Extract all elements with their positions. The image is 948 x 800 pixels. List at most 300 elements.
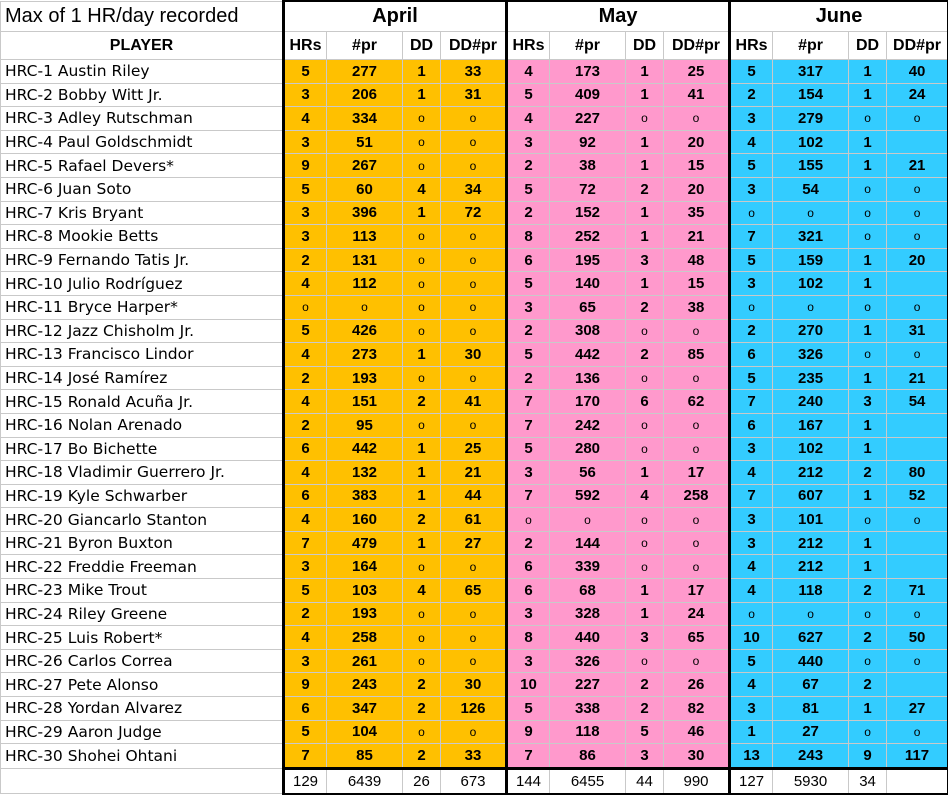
apr-pr-cell[interactable]: 131 <box>327 248 403 272</box>
jun-dd-cell[interactable]: 2 <box>849 673 887 697</box>
may-pr-cell[interactable]: 442 <box>550 343 626 367</box>
player-name-cell[interactable]: HRC-5 Rafael Devers* <box>1 154 284 178</box>
apr-ddpr-cell[interactable]: o <box>441 626 507 650</box>
jun-ddpr-cell[interactable] <box>887 413 948 437</box>
apr-hrs-cell[interactable]: 2 <box>284 602 327 626</box>
jun-ddpr-cell[interactable]: o <box>887 225 948 249</box>
may-ddpr-cell[interactable]: o <box>664 107 730 131</box>
jun-hrs-cell[interactable]: 4 <box>730 461 773 485</box>
apr-hrs-cell[interactable]: 9 <box>284 673 327 697</box>
may-dd-cell[interactable]: 1 <box>626 272 664 296</box>
jun-dd-cell[interactable]: o <box>849 720 887 744</box>
apr-dd-cell[interactable]: 2 <box>403 744 441 769</box>
jun-dd-cell[interactable]: o <box>849 225 887 249</box>
apr-dd-cell[interactable]: 2 <box>403 390 441 414</box>
col-header-ddpr[interactable]: DD#pr <box>441 32 507 60</box>
apr-dd-cell[interactable]: 1 <box>403 201 441 225</box>
apr-pr-cell[interactable]: 85 <box>327 744 403 769</box>
apr-dd-cell[interactable]: o <box>403 154 441 178</box>
jun-dd-cell[interactable]: 1 <box>849 366 887 390</box>
may-hrs-cell[interactable]: 6 <box>507 248 550 272</box>
may-pr-cell[interactable]: 227 <box>550 673 626 697</box>
apr-hrs-cell[interactable]: 5 <box>284 60 327 84</box>
may-hrs-cell[interactable]: 4 <box>507 107 550 131</box>
jun-pr-cell[interactable]: 155 <box>773 154 849 178</box>
apr-hrs-cell[interactable]: 4 <box>284 626 327 650</box>
jun-pr-cell[interactable]: o <box>773 295 849 319</box>
apr-ddpr-cell[interactable]: 61 <box>441 508 507 532</box>
jun-ddpr-cell[interactable]: o <box>887 602 948 626</box>
may-dd-cell[interactable]: 2 <box>626 177 664 201</box>
jun-hrs-cell[interactable]: 13 <box>730 744 773 769</box>
apr-pr-cell[interactable]: 261 <box>327 649 403 673</box>
jun-dd-cell[interactable]: 1 <box>849 555 887 579</box>
may-ddpr-cell[interactable]: 20 <box>664 130 730 154</box>
player-name-cell[interactable]: HRC-27 Pete Alonso <box>1 673 284 697</box>
player-name-cell[interactable]: HRC-23 Mike Trout <box>1 579 284 603</box>
jun-dd-cell[interactable]: 3 <box>849 390 887 414</box>
apr-ddpr-cell[interactable]: o <box>441 154 507 178</box>
col-header-pr[interactable]: #pr <box>327 32 403 60</box>
jun-pr-cell[interactable]: 159 <box>773 248 849 272</box>
may-pr-cell[interactable]: 72 <box>550 177 626 201</box>
jun-hrs-cell[interactable]: 7 <box>730 390 773 414</box>
player-name-cell[interactable]: HRC-12 Jazz Chisholm Jr. <box>1 319 284 343</box>
apr-dd-cell[interactable]: 4 <box>403 177 441 201</box>
jun-hrs-cell[interactable]: 3 <box>730 177 773 201</box>
jun-dd-cell[interactable]: o <box>849 295 887 319</box>
apr-hrs-cell[interactable]: 4 <box>284 508 327 532</box>
may-dd-cell[interactable]: 5 <box>626 720 664 744</box>
jun-pr-cell[interactable]: 67 <box>773 673 849 697</box>
apr-ddpr-cell[interactable]: o <box>441 649 507 673</box>
may-ddpr-cell[interactable]: 38 <box>664 295 730 319</box>
apr-ddpr-cell[interactable]: 21 <box>441 461 507 485</box>
jun-pr-cell[interactable]: 317 <box>773 60 849 84</box>
apr-ddpr-cell[interactable]: 126 <box>441 697 507 721</box>
may-hrs-cell[interactable]: 4 <box>507 60 550 84</box>
may-pr-cell[interactable]: 140 <box>550 272 626 296</box>
may-hrs-cell[interactable]: 5 <box>507 697 550 721</box>
jun-hrs-cell[interactable]: 3 <box>730 107 773 131</box>
may-hrs-cell[interactable]: 2 <box>507 154 550 178</box>
total-jun-pr[interactable]: 5930 <box>773 768 849 794</box>
may-dd-cell[interactable]: o <box>626 319 664 343</box>
apr-dd-cell[interactable]: 1 <box>403 461 441 485</box>
jun-hrs-cell[interactable]: 5 <box>730 649 773 673</box>
may-hrs-cell[interactable]: o <box>507 508 550 532</box>
may-dd-cell[interactable]: 2 <box>626 295 664 319</box>
may-pr-cell[interactable]: 326 <box>550 649 626 673</box>
player-name-cell[interactable]: HRC-28 Yordan Alvarez <box>1 697 284 721</box>
jun-pr-cell[interactable]: 321 <box>773 225 849 249</box>
col-header-dd[interactable]: DD <box>403 32 441 60</box>
jun-pr-cell[interactable]: 212 <box>773 555 849 579</box>
jun-hrs-cell[interactable]: o <box>730 201 773 225</box>
may-ddpr-cell[interactable]: o <box>664 366 730 390</box>
jun-hrs-cell[interactable]: 4 <box>730 579 773 603</box>
jun-hrs-cell[interactable]: o <box>730 295 773 319</box>
jun-pr-cell[interactable]: 279 <box>773 107 849 131</box>
jun-dd-cell[interactable]: 1 <box>849 697 887 721</box>
apr-dd-cell[interactable]: 1 <box>403 343 441 367</box>
apr-dd-cell[interactable]: o <box>403 555 441 579</box>
jun-ddpr-cell[interactable]: 21 <box>887 154 948 178</box>
apr-hrs-cell[interactable]: 3 <box>284 201 327 225</box>
player-name-cell[interactable]: HRC-14 José Ramírez <box>1 366 284 390</box>
may-pr-cell[interactable]: 339 <box>550 555 626 579</box>
apr-ddpr-cell[interactable]: o <box>441 413 507 437</box>
may-hrs-cell[interactable]: 6 <box>507 579 550 603</box>
apr-hrs-cell[interactable]: o <box>284 295 327 319</box>
apr-pr-cell[interactable]: 51 <box>327 130 403 154</box>
apr-ddpr-cell[interactable]: 34 <box>441 177 507 201</box>
apr-pr-cell[interactable]: 347 <box>327 697 403 721</box>
apr-pr-cell[interactable]: 112 <box>327 272 403 296</box>
may-hrs-cell[interactable]: 10 <box>507 673 550 697</box>
may-ddpr-cell[interactable]: 17 <box>664 461 730 485</box>
apr-hrs-cell[interactable]: 2 <box>284 413 327 437</box>
may-pr-cell[interactable]: 136 <box>550 366 626 390</box>
may-ddpr-cell[interactable]: o <box>664 508 730 532</box>
jun-pr-cell[interactable]: 240 <box>773 390 849 414</box>
total-jun-dd[interactable]: 34 <box>849 768 887 794</box>
jun-hrs-cell[interactable]: 10 <box>730 626 773 650</box>
col-header-ddpr[interactable]: DD#pr <box>887 32 948 60</box>
may-dd-cell[interactable]: o <box>626 437 664 461</box>
may-pr-cell[interactable]: 86 <box>550 744 626 769</box>
player-name-cell[interactable]: HRC-7 Kris Bryant <box>1 201 284 225</box>
player-name-cell[interactable]: HRC-6 Juan Soto <box>1 177 284 201</box>
apr-dd-cell[interactable]: o <box>403 272 441 296</box>
may-ddpr-cell[interactable]: 21 <box>664 225 730 249</box>
player-name-cell[interactable]: HRC-26 Carlos Correa <box>1 649 284 673</box>
jun-dd-cell[interactable]: 1 <box>849 437 887 461</box>
may-ddpr-cell[interactable]: 82 <box>664 697 730 721</box>
col-header-pr[interactable]: #pr <box>773 32 849 60</box>
may-hrs-cell[interactable]: 2 <box>507 366 550 390</box>
may-ddpr-cell[interactable]: 41 <box>664 83 730 107</box>
may-dd-cell[interactable]: 1 <box>626 461 664 485</box>
apr-ddpr-cell[interactable]: o <box>441 366 507 390</box>
may-dd-cell[interactable]: 1 <box>626 60 664 84</box>
jun-ddpr-cell[interactable]: o <box>887 343 948 367</box>
apr-ddpr-cell[interactable]: o <box>441 272 507 296</box>
may-pr-cell[interactable]: 592 <box>550 484 626 508</box>
apr-pr-cell[interactable]: 426 <box>327 319 403 343</box>
apr-ddpr-cell[interactable]: o <box>441 107 507 131</box>
may-hrs-cell[interactable]: 3 <box>507 461 550 485</box>
apr-hrs-cell[interactable]: 3 <box>284 555 327 579</box>
may-pr-cell[interactable]: 38 <box>550 154 626 178</box>
jun-pr-cell[interactable]: 607 <box>773 484 849 508</box>
apr-ddpr-cell[interactable]: 65 <box>441 579 507 603</box>
apr-ddpr-cell[interactable]: o <box>441 225 507 249</box>
jun-pr-cell[interactable]: 102 <box>773 272 849 296</box>
apr-ddpr-cell[interactable]: 33 <box>441 60 507 84</box>
may-pr-cell[interactable]: 242 <box>550 413 626 437</box>
col-header-dd[interactable]: DD <box>849 32 887 60</box>
jun-dd-cell[interactable]: o <box>849 201 887 225</box>
jun-pr-cell[interactable]: 154 <box>773 83 849 107</box>
apr-hrs-cell[interactable]: 4 <box>284 107 327 131</box>
player-name-cell[interactable]: HRC-11 Bryce Harper* <box>1 295 284 319</box>
may-hrs-cell[interactable]: 6 <box>507 555 550 579</box>
jun-dd-cell[interactable]: o <box>849 177 887 201</box>
jun-pr-cell[interactable]: 118 <box>773 579 849 603</box>
jun-pr-cell[interactable]: 270 <box>773 319 849 343</box>
apr-hrs-cell[interactable]: 7 <box>284 744 327 769</box>
apr-pr-cell[interactable]: 60 <box>327 177 403 201</box>
may-hrs-cell[interactable]: 5 <box>507 83 550 107</box>
may-dd-cell[interactable]: o <box>626 508 664 532</box>
apr-hrs-cell[interactable]: 3 <box>284 649 327 673</box>
jun-hrs-cell[interactable]: 2 <box>730 83 773 107</box>
apr-dd-cell[interactable]: o <box>403 225 441 249</box>
jun-ddpr-cell[interactable]: 50 <box>887 626 948 650</box>
jun-hrs-cell[interactable]: o <box>730 602 773 626</box>
may-dd-cell[interactable]: o <box>626 649 664 673</box>
total-may-dd[interactable]: 44 <box>626 768 664 794</box>
apr-pr-cell[interactable]: 95 <box>327 413 403 437</box>
jun-dd-cell[interactable]: 2 <box>849 461 887 485</box>
may-dd-cell[interactable]: 6 <box>626 390 664 414</box>
apr-pr-cell[interactable]: 277 <box>327 60 403 84</box>
may-pr-cell[interactable]: 280 <box>550 437 626 461</box>
jun-dd-cell[interactable]: 1 <box>849 531 887 555</box>
may-pr-cell[interactable]: 227 <box>550 107 626 131</box>
jun-pr-cell[interactable]: 102 <box>773 437 849 461</box>
apr-dd-cell[interactable]: o <box>403 602 441 626</box>
jun-ddpr-cell[interactable]: o <box>887 107 948 131</box>
player-name-cell[interactable]: HRC-16 Nolan Arenado <box>1 413 284 437</box>
may-ddpr-cell[interactable]: 35 <box>664 201 730 225</box>
may-dd-cell[interactable]: 3 <box>626 248 664 272</box>
jun-hrs-cell[interactable]: 1 <box>730 720 773 744</box>
total-jun-hrs[interactable]: 127 <box>730 768 773 794</box>
may-pr-cell[interactable]: 409 <box>550 83 626 107</box>
may-pr-cell[interactable]: 56 <box>550 461 626 485</box>
player-name-cell[interactable]: HRC-20 Giancarlo Stanton <box>1 508 284 532</box>
apr-dd-cell[interactable]: o <box>403 366 441 390</box>
may-dd-cell[interactable]: 1 <box>626 201 664 225</box>
jun-dd-cell[interactable]: 2 <box>849 579 887 603</box>
jun-dd-cell[interactable]: 1 <box>849 272 887 296</box>
apr-dd-cell[interactable]: 4 <box>403 579 441 603</box>
may-hrs-cell[interactable]: 7 <box>507 413 550 437</box>
player-name-cell[interactable]: HRC-30 Shohei Ohtani <box>1 744 284 769</box>
may-hrs-cell[interactable]: 2 <box>507 319 550 343</box>
jun-pr-cell[interactable]: 212 <box>773 461 849 485</box>
player-name-cell[interactable]: HRC-9 Fernando Tatis Jr. <box>1 248 284 272</box>
apr-pr-cell[interactable]: 164 <box>327 555 403 579</box>
player-name-cell[interactable]: HRC-8 Mookie Betts <box>1 225 284 249</box>
col-header-hrs[interactable]: HRs <box>284 32 327 60</box>
player-name-cell[interactable]: HRC-17 Bo Bichette <box>1 437 284 461</box>
total-may-ddpr[interactable]: 990 <box>664 768 730 794</box>
apr-pr-cell[interactable]: 243 <box>327 673 403 697</box>
may-hrs-cell[interactable]: 5 <box>507 437 550 461</box>
jun-dd-cell[interactable]: 1 <box>849 319 887 343</box>
may-hrs-cell[interactable]: 9 <box>507 720 550 744</box>
jun-pr-cell[interactable]: 440 <box>773 649 849 673</box>
jun-pr-cell[interactable]: 102 <box>773 130 849 154</box>
apr-ddpr-cell[interactable]: 25 <box>441 437 507 461</box>
may-pr-cell[interactable]: 144 <box>550 531 626 555</box>
player-name-cell[interactable]: HRC-29 Aaron Judge <box>1 720 284 744</box>
jun-pr-cell[interactable]: 212 <box>773 531 849 555</box>
may-ddpr-cell[interactable]: 26 <box>664 673 730 697</box>
apr-pr-cell[interactable]: 193 <box>327 602 403 626</box>
may-dd-cell[interactable]: 4 <box>626 484 664 508</box>
jun-dd-cell[interactable]: 1 <box>849 484 887 508</box>
may-pr-cell[interactable]: 118 <box>550 720 626 744</box>
jun-hrs-cell[interactable]: 2 <box>730 319 773 343</box>
apr-pr-cell[interactable]: 193 <box>327 366 403 390</box>
apr-pr-cell[interactable]: 267 <box>327 154 403 178</box>
apr-pr-cell[interactable]: 151 <box>327 390 403 414</box>
col-header-dd[interactable]: DD <box>626 32 664 60</box>
total-may-pr[interactable]: 6455 <box>550 768 626 794</box>
apr-pr-cell[interactable]: 273 <box>327 343 403 367</box>
jun-ddpr-cell[interactable]: 40 <box>887 60 948 84</box>
apr-ddpr-cell[interactable]: o <box>441 130 507 154</box>
jun-pr-cell[interactable]: 27 <box>773 720 849 744</box>
jun-ddpr-cell[interactable]: 52 <box>887 484 948 508</box>
may-pr-cell[interactable]: 65 <box>550 295 626 319</box>
apr-dd-cell[interactable]: o <box>403 626 441 650</box>
jun-hrs-cell[interactable]: 5 <box>730 60 773 84</box>
apr-pr-cell[interactable]: 160 <box>327 508 403 532</box>
may-hrs-cell[interactable]: 8 <box>507 626 550 650</box>
apr-hrs-cell[interactable]: 9 <box>284 154 327 178</box>
apr-dd-cell[interactable]: 2 <box>403 697 441 721</box>
jun-hrs-cell[interactable]: 5 <box>730 154 773 178</box>
may-hrs-cell[interactable]: 7 <box>507 744 550 769</box>
may-dd-cell[interactable]: 2 <box>626 697 664 721</box>
jun-pr-cell[interactable]: 167 <box>773 413 849 437</box>
jun-ddpr-cell[interactable]: 117 <box>887 744 948 769</box>
may-dd-cell[interactable]: 1 <box>626 225 664 249</box>
player-name-cell[interactable]: HRC-3 Adley Rutschman <box>1 107 284 131</box>
may-hrs-cell[interactable]: 3 <box>507 602 550 626</box>
may-pr-cell[interactable]: 92 <box>550 130 626 154</box>
jun-ddpr-cell[interactable]: o <box>887 508 948 532</box>
apr-ddpr-cell[interactable]: 44 <box>441 484 507 508</box>
may-hrs-cell[interactable]: 5 <box>507 343 550 367</box>
may-dd-cell[interactable]: o <box>626 366 664 390</box>
may-ddpr-cell[interactable]: o <box>664 531 730 555</box>
apr-ddpr-cell[interactable]: 72 <box>441 201 507 225</box>
apr-pr-cell[interactable]: 258 <box>327 626 403 650</box>
may-dd-cell[interactable]: 1 <box>626 83 664 107</box>
may-ddpr-cell[interactable]: o <box>664 319 730 343</box>
apr-ddpr-cell[interactable]: o <box>441 319 507 343</box>
jun-hrs-cell[interactable]: 6 <box>730 413 773 437</box>
player-name-cell[interactable]: HRC-15 Ronald Acuña Jr. <box>1 390 284 414</box>
may-ddpr-cell[interactable]: 15 <box>664 154 730 178</box>
apr-pr-cell[interactable]: 396 <box>327 201 403 225</box>
player-name-cell[interactable]: HRC-25 Luis Robert* <box>1 626 284 650</box>
may-dd-cell[interactable]: 2 <box>626 673 664 697</box>
total-apr-pr[interactable]: 6439 <box>327 768 403 794</box>
jun-dd-cell[interactable]: o <box>849 343 887 367</box>
apr-hrs-cell[interactable]: 2 <box>284 366 327 390</box>
jun-ddpr-cell[interactable] <box>887 272 948 296</box>
apr-ddpr-cell[interactable]: 31 <box>441 83 507 107</box>
may-hrs-cell[interactable]: 2 <box>507 201 550 225</box>
may-dd-cell[interactable]: 2 <box>626 343 664 367</box>
jun-pr-cell[interactable]: 81 <box>773 697 849 721</box>
apr-ddpr-cell[interactable]: 41 <box>441 390 507 414</box>
jun-hrs-cell[interactable]: 3 <box>730 697 773 721</box>
player-name-cell[interactable]: HRC-1 Austin Riley <box>1 60 284 84</box>
jun-ddpr-cell[interactable]: 71 <box>887 579 948 603</box>
apr-hrs-cell[interactable]: 4 <box>284 343 327 367</box>
jun-pr-cell[interactable]: 54 <box>773 177 849 201</box>
apr-hrs-cell[interactable]: 5 <box>284 177 327 201</box>
may-dd-cell[interactable]: 1 <box>626 602 664 626</box>
player-name-cell[interactable]: HRC-24 Riley Greene <box>1 602 284 626</box>
may-pr-cell[interactable]: 328 <box>550 602 626 626</box>
apr-hrs-cell[interactable]: 7 <box>284 531 327 555</box>
may-pr-cell[interactable]: o <box>550 508 626 532</box>
apr-pr-cell[interactable]: o <box>327 295 403 319</box>
apr-dd-cell[interactable]: o <box>403 649 441 673</box>
jun-ddpr-cell[interactable]: 80 <box>887 461 948 485</box>
apr-hrs-cell[interactable]: 4 <box>284 390 327 414</box>
col-header-hrs[interactable]: HRs <box>507 32 550 60</box>
apr-ddpr-cell[interactable]: o <box>441 720 507 744</box>
apr-dd-cell[interactable]: o <box>403 720 441 744</box>
jun-dd-cell[interactable]: 2 <box>849 626 887 650</box>
may-ddpr-cell[interactable]: 65 <box>664 626 730 650</box>
may-dd-cell[interactable]: 1 <box>626 154 664 178</box>
jun-ddpr-cell[interactable]: o <box>887 201 948 225</box>
apr-ddpr-cell[interactable]: 30 <box>441 343 507 367</box>
may-ddpr-cell[interactable]: 20 <box>664 177 730 201</box>
jun-ddpr-cell[interactable]: 24 <box>887 83 948 107</box>
jun-ddpr-cell[interactable] <box>887 531 948 555</box>
apr-pr-cell[interactable]: 132 <box>327 461 403 485</box>
apr-dd-cell[interactable]: 1 <box>403 83 441 107</box>
may-dd-cell[interactable]: o <box>626 413 664 437</box>
jun-ddpr-cell[interactable] <box>887 673 948 697</box>
jun-hrs-cell[interactable]: 3 <box>730 508 773 532</box>
jun-dd-cell[interactable]: 1 <box>849 83 887 107</box>
apr-pr-cell[interactable]: 206 <box>327 83 403 107</box>
jun-dd-cell[interactable]: 1 <box>849 413 887 437</box>
may-dd-cell[interactable]: o <box>626 531 664 555</box>
may-pr-cell[interactable]: 173 <box>550 60 626 84</box>
may-hrs-cell[interactable]: 8 <box>507 225 550 249</box>
apr-hrs-cell[interactable]: 6 <box>284 484 327 508</box>
may-ddpr-cell[interactable]: o <box>664 555 730 579</box>
jun-ddpr-cell[interactable]: o <box>887 649 948 673</box>
jun-hrs-cell[interactable]: 7 <box>730 225 773 249</box>
may-ddpr-cell[interactable]: 85 <box>664 343 730 367</box>
jun-ddpr-cell[interactable]: o <box>887 177 948 201</box>
may-ddpr-cell[interactable]: 15 <box>664 272 730 296</box>
apr-dd-cell[interactable]: 2 <box>403 673 441 697</box>
apr-hrs-cell[interactable]: 6 <box>284 437 327 461</box>
player-header[interactable]: PLAYER <box>1 32 284 60</box>
apr-ddpr-cell[interactable]: o <box>441 248 507 272</box>
apr-ddpr-cell[interactable]: o <box>441 295 507 319</box>
jun-hrs-cell[interactable]: 6 <box>730 343 773 367</box>
jun-pr-cell[interactable]: o <box>773 201 849 225</box>
month-header-april[interactable]: April <box>284 1 507 32</box>
